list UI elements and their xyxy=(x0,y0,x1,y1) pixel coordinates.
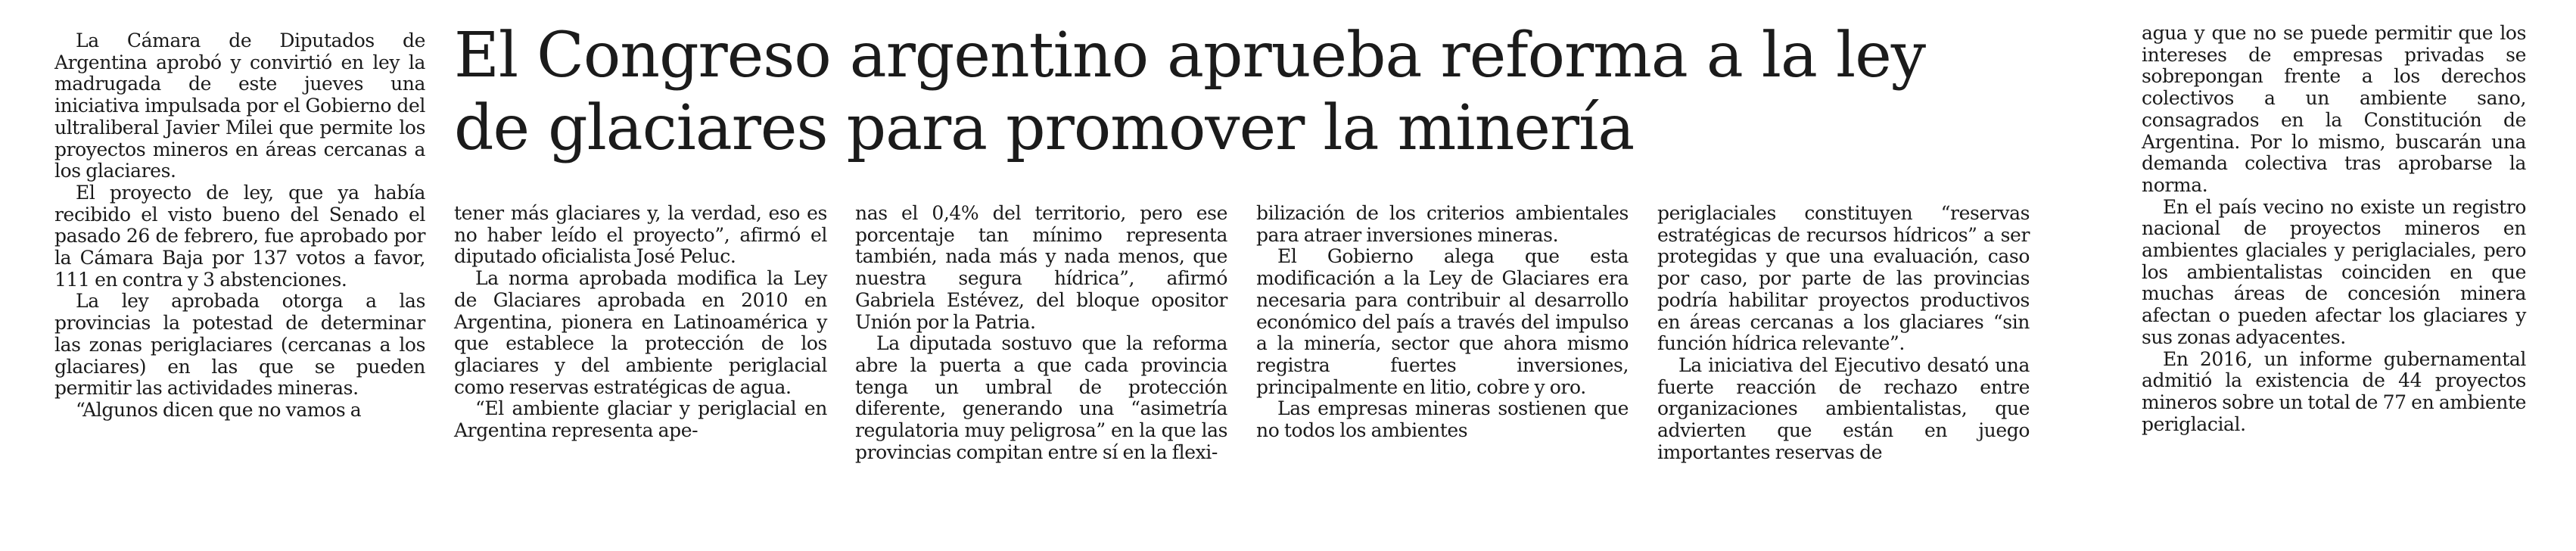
paragraph: La Cámara de Diputados de Argentina aprobó y convirtió en ley la madrugada de este jueves una iniciativa impulsada por el Gobierno del ultraliberal Javier Milei que permite los proyectos mineros en áreas cercanas a los glaciares. xyxy=(54,30,425,182)
column-3 xyxy=(855,203,1227,463)
paragraph: Las empresas mineras sostienen que no todos los ambientes xyxy=(1256,397,1629,442)
paragraph: El proyecto de ley, que ya había recibido el visto bueno del Senado el pasado 26 de febrero, fue aprobado por la Cámara Baja por 137 votos a favor, 111 en contra y 3 abstenciones. xyxy=(54,181,425,291)
paragraph: bilización de los criterios ambientales para atraer inversiones mineras. xyxy=(1256,202,1629,246)
column-4 xyxy=(1256,203,1629,442)
headline-line-1: El Congreso argentino aprueba reforma a la ley xyxy=(454,20,1926,92)
paragraph: La norma aprobada modifica la Ley de Glaciares aprobada en 2010 en Argentina, pionera en Latinoamérica y que establece la protección de los glaciares y del ambiente periglacial como reservas estratégicas de agua. xyxy=(454,267,827,398)
column-6 xyxy=(2142,23,2526,435)
column-5 xyxy=(1657,203,2030,463)
headline-line-2: de glaciares para promover la minería xyxy=(454,92,1635,164)
paragraph: tener más glaciares y, la verdad, eso es no haber leído el proyecto”, afirmó el diputado oficialista José Peluc. xyxy=(454,202,827,268)
paragraph: La diputada sostuvo que la reforma abre la puerta a que cada provincia tenga un umbral de protección diferente, generando una “asimetría regulatoria muy peligrosa” en la que las provincias compitan entre sí en la flexi- xyxy=(855,332,1227,463)
paragraph: periglaciales constituyen “reservas estratégicas de recursos hídricos” a ser protegidas y que una evaluación, caso por caso, por parte de las provincias podría habilitar proyectos productivos en áreas cercanas a los glaciares “sin función hídrica relevante”. xyxy=(1657,202,2030,355)
paragraph: La ley aprobada otorga a las provincias la potestad de determinar las zonas periglaciares (cercanas a los glaciares) en las que se pueden permitir las actividades mineras. xyxy=(54,290,425,400)
paragraph: “Algunos dicen que no vamos a xyxy=(76,398,362,421)
paragraph: En 2016, un informe gubernamental admitió la existencia de 44 proyectos mineros sobre un total de 77 en ambiente periglacial. xyxy=(2142,347,2526,435)
column-2 xyxy=(454,203,827,442)
column-1 xyxy=(54,30,425,422)
paragraph: “El ambiente glaciar y periglacial en Argentina representa ape- xyxy=(454,397,827,442)
paragraph: El Gobierno alega que esta modificación a la Ley de Glaciares era necesaria para contribuir al desarrollo económico del país a través del impulso a la minería, sector que ahora mismo registra fuertes inversiones, principalmente en litio, cobre y oro. xyxy=(1256,245,1629,398)
paragraph: La iniciativa del Ejecutivo desató una fuerte reacción de rechazo entre organizaciones ambientalistas, que advierten que están en juego importantes reservas de xyxy=(1657,353,2030,463)
headline xyxy=(454,20,2104,165)
paragraph: En el país vecino no existe un registro nacional de proyectos mineros en ambientes glaciales y periglaciales, pero los ambientalistas coinciden en que muchas áreas de concesión minera afectan o pueden afectar los glaciares y sus zonas adyacentes. xyxy=(2142,195,2526,348)
paragraph: nas el 0,4% del territorio, pero ese porcentaje tan mínimo representa también, nada más y nada menos, que nuestra segura hídrica”, afirmó Gabriela Estévez, del bloque opositor Unión por la Patria. xyxy=(855,202,1227,333)
paragraph: agua y que no se puede permitir que los intereses de empresas privadas se sobrepongan frente a los derechos colectivos a un ambiente sano, consagrados en la Constitución de Argentina. Por lo mismo, buscarán una demanda colectiva tras aprobarse la norma. xyxy=(2142,22,2526,196)
